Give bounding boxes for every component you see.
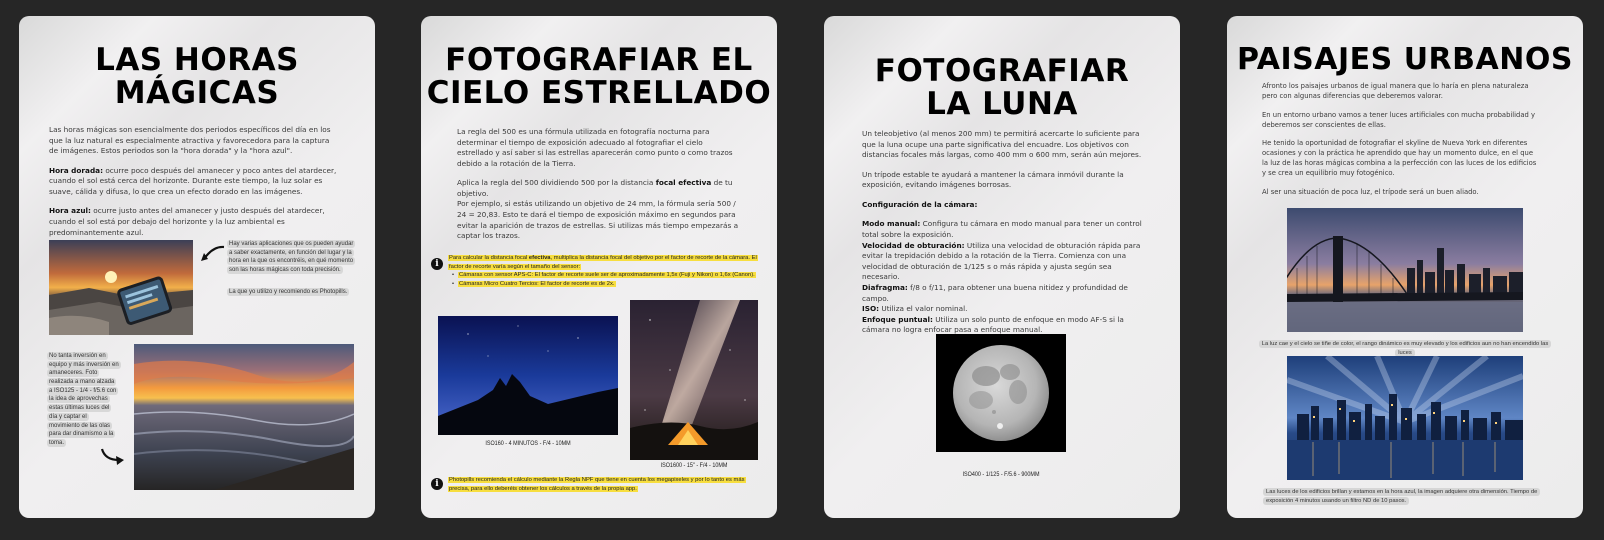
seascape-sunset-photo [134,344,354,490]
apps-note: Hay varias aplicaciones que os pueden ayudar a saber exactamente, en función del lugar y la hora en la que os encontréis, en qué momento son las horas mágicas con toda precisión. [229,241,354,274]
manhattan-photo-caption: Las luces de los edificios brillan y estamos en la hora azul, la imagen adquiere otra dimensión. Tiempo de exposición 4 minutos usando un filtro ND de 10 pasos. [1263,488,1547,506]
npf-rule-note: Photopills recomienda el cálculo mediante la Regla NPF que tiene en cuenta los megapixeles y por lo tanto es más precisa, para ello deberéis obtener los cálculos a través de la propia app. [449,477,745,492]
blue-hour-paragraph: Hora azul: ocurre justo antes del amanecer y justo después del atardecer, cuando el sol está por debajo del horizonte y la luz ambiental es predominantemente azul. [49,206,325,237]
intro-paragraph: Las horas mágicas son esencialmente dos periodos específicos del día en los que la luz natural es especialmente atractiva y favorecedora para la captura de imágenes. Estos periodos son la "hora dorada" y la "hora azul". [49,125,331,156]
mountain-night-photo [438,316,618,435]
page-golden-hours [19,16,375,518]
list-item: • Cámaras Micro Cuatro Tercios: El factor de recorte es de 2x. [452,280,758,289]
config-iso: ISO: Utiliza el valor nominal. [862,304,968,314]
page-starry-sky [421,16,777,518]
page-title: FOTOGRAFIAR EL CIELO ESTRELLADO [426,42,772,112]
focal-paragraph: Aplica la regla del 500 dividiendo 500 por la distancia focal efectiva de tu objetivo. [457,178,733,198]
moon-photo [936,334,1066,452]
golden-hour-paragraph: Hora dorada: ocurre poco después del amanecer y poco antes del atardecer, cuando el sol está cerca del horizonte. Durante este tiempo, la luz solar es suave, cálida y difusa, lo que crea un efecto dorado en las imágenes. [49,165,337,196]
artificial-lights-paragraph: En un entorno urbano vamos a tener luces artificiales con mucha probabilidad y deberemos ser conscientes de ellas. [1262,110,1536,129]
example-paragraph: Por ejemplo, si estás utilizando un objetivo de 24 mm, la fórmula sería 500 / 24 = 20,83. Esto te dará el tiempo de exposición máximo en segundos para evitar la aparición de trazos de estrellas. Si utilizas más tiempo empezarás a captar los trazos. [457,199,739,241]
arrow-left-icon [199,244,227,264]
info-icon: i [431,258,443,270]
info-icon: i [431,478,443,490]
page-urban-landscapes [1227,16,1583,518]
page-title: PAISAJES URBANOS [1237,42,1573,77]
page-moon [824,16,1180,518]
photopills-note: La que yo utilizo y recomiendo es Photopills. [229,289,348,295]
crop-factor-note: Para calcular la distancia focal efectiva, multiplica la distancia focal del objetivo por el factor de recorte de la cámara. El factor de recorte varía según el tamaño del sensor: • Cámaras con sensor APS-C: El factor de recorte suele ser de aproximadamente 1,5x (Fuji y Nikon) o 1,6x (Canon). • Cámaras Micro Cuatro Tercios: El factor de recorte es de 2x. [448,254,758,289]
page-title: FOTOGRAFIAR LA LUNA [874,53,1130,123]
brooklyn-bridge-photo [1287,208,1523,332]
list-item: • Cámaras con sensor APS-C: El factor de recorte suele ser de aproximadamente 1,5x (Fuji y Nikon) o 1,6x (Canon). [452,271,758,280]
page-body [862,129,1150,336]
mountain-photo-caption: ISO160 - 4 MINUTOS - F/4 - 10MM [485,440,571,447]
page-body [457,127,739,251]
config-speed: Velocidad de obturación: Utiliza una velocidad de obturación rápida para evitar la trepidación debido a la rotación de la Tierra. Comienza con una velocidad de obturación de 1/125 s o más rápida y ajusta según sea necesario. [862,240,1141,282]
milky-way-photo-caption: ISO1600 - 15" - F/4 - 10MM [660,462,728,469]
photopills-phone-photo [49,240,193,335]
manhattan-blue-hour-photo [1287,356,1523,480]
config-heading: Configuración de la cámara: [862,199,978,209]
config-focus: Enfoque puntual: Utiliza un solo punto de enfoque en modo AF-S si la cámara no logra enfocar pasa a enfoque manual. [862,314,1124,335]
tripod-paragraph: Al ser una situación de poca luz, el trípode será un buen aliado. [1262,187,1479,196]
milky-way-tent-photo [630,300,758,460]
bridge-photo-caption: La luz cae y el cielo se tiñe de color, el rango dinámico es muy elevado y los edificios aun no han encendido las luces [1257,340,1553,358]
arrow-down-right-icon [99,446,127,468]
config-manual: Modo manual: Configura tu cámara en modo manual para tener un control total sobre la exposición. [862,219,1142,240]
page-body [1262,82,1538,207]
intro-paragraph: Afronto los paisajes urbanos de igual manera que lo haría en plena naturaleza pero con algunas diferencias que deberemos valorar. [1262,82,1529,100]
moon-photo-caption: ISO400 - 1/125 - F/5.6 - 900MM [962,471,1040,478]
page-title: LAS HORAS MÁGICAS [95,42,299,112]
config-aperture: Diafragma: f/8 o f/11, para obtener una buena nitidez y profundidad de campo. [862,282,1128,303]
teleobjective-paragraph: Un teleobjetivo (al menos 200 mm) te permitirá acercarte lo suficiente para que la luna ocupe una parte significativa del encuadre. Los objetivos con distancias focales más largas, como 400 mm o 600 mm, serán aún mejores. [862,129,1142,160]
new-york-paragraph: He tenido la oportunidad de fotografiar el skyline de Nueva York en diferentes ocasiones y con la práctica he aprendido que hay un momento dulce, en el que la luz de las horas mágicas combina a la perfección con las luces de los edificios y se crea un equilibrio muy fotogénico. [1262,139,1537,177]
equipment-note: No tanta inversión en equipo y más inversión en amaneceres. Foto realizada a mano alzada a ISO125 - 1/4 - f/5.6 con la idea de aprovechas estas últimas luces del día y captar el movimiento de las olas para dar dinamismo a la toma. [49,353,119,446]
page-body [49,125,337,247]
tripod-paragraph: Un trípode estable te ayudará a mantener la cámara inmóvil durante la exposición, evitando imágenes borrosas. [862,169,1124,190]
rule-500-paragraph: La regla del 500 es una fórmula utilizada en fotografía nocturna para determinar el tiempo de exposición adecuado al fotografiar el cielo estrellado y así saber si las estrellas aparecerán como punto o como trazos debido a la rotación de la Tierra. [457,127,733,168]
